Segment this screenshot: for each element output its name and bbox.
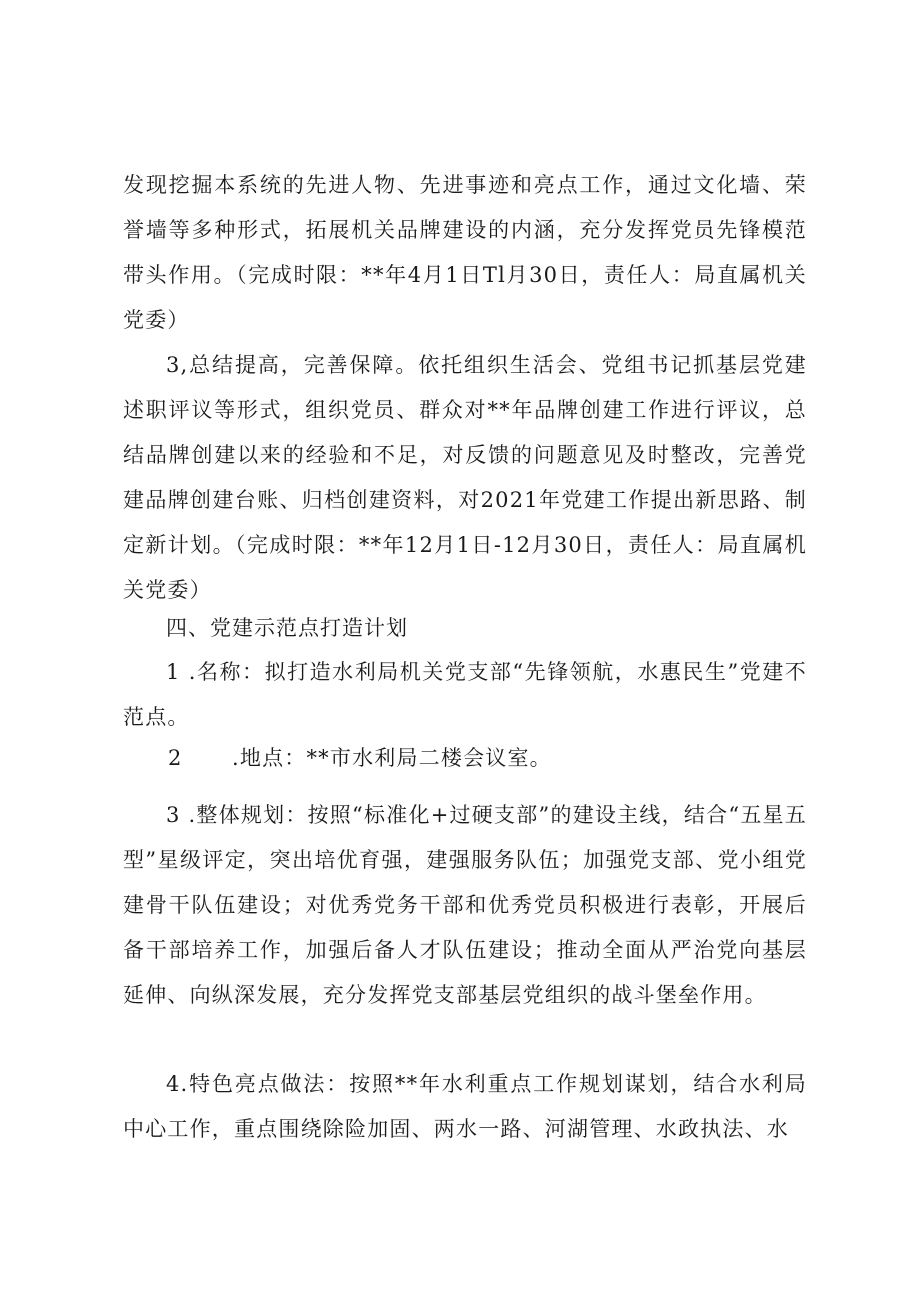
paragraph-brand-building: 发现挖掘本系统的先进人物、先进事迹和亮点工作，通过文化墙、荣誉墙等多种形式，拓展机关品牌建设的内涵，充分发挥党员先锋模范带头作用。（完成时限：**年4月1日Tl月30日，责任人：局直属机关党委） [123,173,807,332]
paragraph-summary-improvement: 3,总结提高，完善保障。依托组织生活会、党组书记抓基层党建述职评议等形式，组织党员、群众对**年品牌创建工作进行评议，总结品牌创建以来的经验和不足，对反馈的问题意见及时整改，完善党建品牌创建台账、归档创建资料，对2021年党建工作提出新思路、制定新计划。（完成时限：**年12月1日-12月30日，责任人：局直属机关党委） [123,353,807,602]
section-heading-4: 四、党建示范点打造计划 [166,616,408,640]
item-location-text: .地点：**市水利局二楼会议室。 [232,746,552,770]
item-overall-plan: 3 .整体规划：按照“标准化+过硬支部”的建设主线，结合“五星五型”星级评定，突出培优育强，建强服务队伍；加强党支部、党小组党建骨干队伍建设；对优秀党务干部和优秀党员积极进行表彰，开展后备干部培养工作，加强后备人才队伍建设；推动全面从严治党向基层延伸、向纵深发展，充分发挥党支部基层党组织的战斗堡垒作用。 [123,803,807,1007]
item-featured-practices: 4.特色亮点做法：按照**年水利重点工作规划谋划，结合水利局中心工作，重点围绕除险加固、两水一路、河湖管理、水政执法、水 [123,1072,807,1141]
item-location-number: 2 [168,746,183,770]
item-name: 1 .名称：拟打造水利局机关党支部“先锋领航，水惠民生”党建不范点。 [123,660,807,729]
